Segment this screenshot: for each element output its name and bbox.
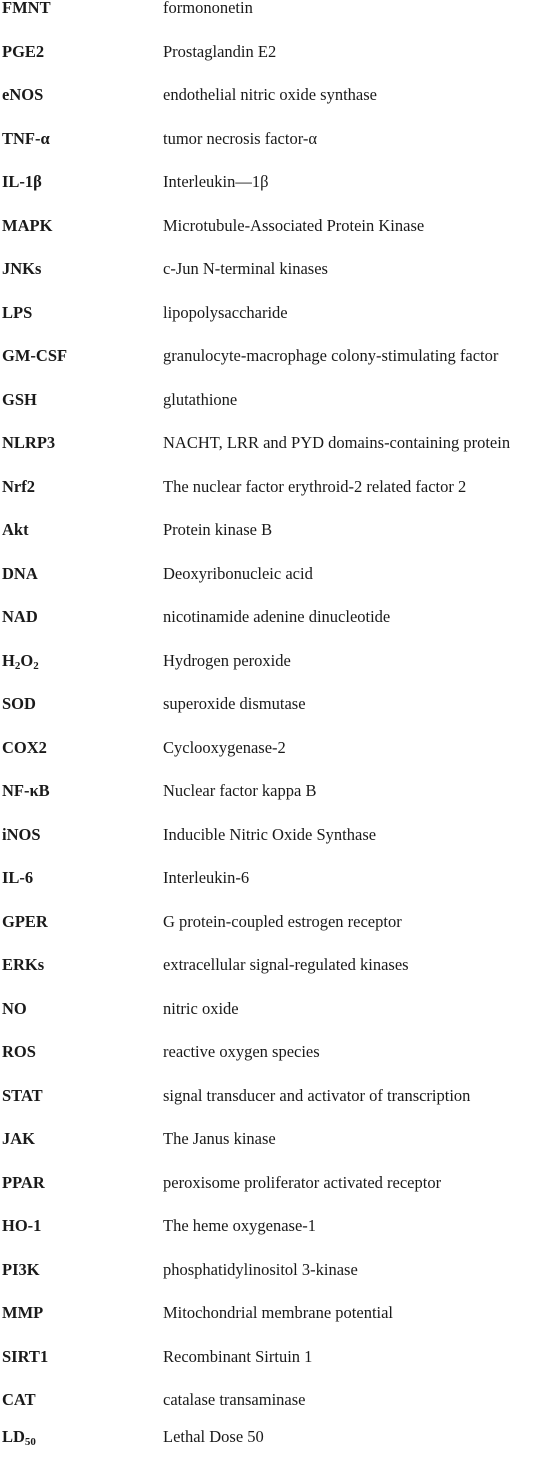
abbreviation-term: IL-6	[2, 868, 34, 887]
abbreviation-row	[0, 0, 558, 42]
abbreviation-row	[0, 781, 558, 825]
abbreviation-definition: superoxide dismutase	[163, 694, 306, 713]
abbreviation-definition: phosphatidylinositol 3-kinase	[163, 1259, 358, 1279]
term-subscript: 50	[24, 1436, 36, 1448]
abbreviation-definition: Cyclooxygenase-2	[163, 737, 286, 757]
term-subscript: 2	[33, 659, 39, 672]
abbreviation-term: MMP	[2, 1303, 44, 1322]
abbreviation-definition: Recombinant Sirtuin 1	[163, 1346, 313, 1366]
abbreviation-term	[2, 1427, 36, 1447]
abbreviation-term: ROS	[2, 1042, 36, 1061]
abbreviation-definition: formononetin	[163, 0, 253, 17]
abbreviation-row	[0, 520, 558, 564]
abbreviation-definition: reactive oxygen species	[163, 1042, 320, 1061]
abbreviation-term: MAPK	[2, 215, 53, 235]
abbreviation-definition: Lethal Dose 50	[163, 1427, 264, 1446]
abbreviation-row	[0, 1129, 558, 1173]
term-part: LD	[2, 1427, 25, 1446]
abbreviation-row	[0, 390, 558, 434]
abbreviation-term: FMNT	[2, 0, 51, 17]
abbreviation-term: JAK	[2, 1129, 35, 1148]
abbreviation-row	[0, 172, 558, 216]
abbreviation-row	[0, 694, 558, 738]
abbreviation-definition: nitric oxide	[163, 998, 239, 1018]
abbreviation-term: CAT	[2, 1390, 36, 1409]
abbreviation-row	[0, 999, 558, 1043]
abbreviation-term: SIRT1	[2, 1346, 49, 1366]
abbreviation-term: eNOS	[2, 85, 44, 104]
abbreviation-term: COX2	[2, 737, 47, 757]
abbreviation-term: Akt	[2, 520, 29, 539]
abbreviation-row	[0, 1216, 558, 1260]
abbreviation-term: PI3K	[2, 1259, 40, 1279]
abbreviation-term: STAT	[2, 1085, 43, 1105]
abbreviation-term: Nrf2	[2, 476, 35, 496]
abbreviation-row	[0, 303, 558, 347]
abbreviation-term: GSH	[2, 389, 37, 409]
abbreviation-row	[0, 651, 558, 695]
abbreviation-term: IL-1β	[2, 172, 42, 191]
abbreviation-definition: Protein kinase B	[163, 520, 273, 539]
abbreviation-term: GM-CSF	[2, 346, 68, 365]
abbreviation-term: LPS	[2, 302, 33, 322]
abbreviation-definition: Microtubule-Associated Protein Kinase	[163, 215, 425, 235]
abbreviation-definition: lipopolysaccharide	[163, 302, 288, 322]
abbreviation-definition: nicotinamide adenine dinucleotide	[163, 607, 391, 626]
abbreviation-row	[0, 607, 558, 651]
abbreviation-row	[0, 129, 558, 173]
abbreviation-row	[0, 1260, 558, 1304]
abbreviation-row	[0, 955, 558, 999]
abbreviation-term: HO-1	[2, 1216, 42, 1235]
abbreviation-row	[0, 912, 558, 956]
abbreviation-term: PPAR	[2, 1172, 45, 1192]
abbreviation-term: NLRP3	[2, 433, 56, 452]
abbreviation-definition: endothelial nitric oxide synthase	[163, 85, 377, 104]
term-part: H	[2, 650, 15, 670]
term-subscript: 2	[14, 659, 21, 672]
abbreviation-term: DNA	[2, 563, 38, 583]
abbreviation-term: PGE2	[2, 41, 45, 61]
abbreviation-term: SOD	[2, 694, 36, 713]
abbreviation-term: iNOS	[2, 824, 41, 844]
abbreviation-row	[0, 433, 558, 477]
abbreviation-definition: NACHT, LRR and PYD domains-containing protein	[163, 433, 511, 452]
abbreviation-row	[0, 346, 558, 390]
abbreviation-definition: G protein-coupled estrogen receptor	[163, 911, 402, 931]
abbreviation-term: NF-κB	[2, 781, 50, 800]
abbreviation-definition: Nuclear factor kappa B	[163, 781, 317, 800]
abbreviation-definition: Interleukin-6	[163, 868, 250, 887]
abbreviation-definition: c-Jun N-terminal kinases	[163, 259, 328, 278]
abbreviation-row	[0, 42, 558, 86]
abbreviation-definition: The Janus kinase	[163, 1129, 276, 1148]
abbreviation-definition: Interleukin—1β	[163, 172, 269, 191]
abbreviation-row	[0, 825, 558, 869]
abbreviation-term: GPER	[2, 911, 48, 931]
abbreviation-term: TNF-α	[2, 128, 50, 148]
abbreviation-row	[0, 477, 558, 521]
abbreviation-definition: Mitochondrial membrane potential	[163, 1303, 394, 1322]
abbreviation-definition: peroxisome proliferator activated receptor	[163, 1172, 442, 1192]
abbreviation-row	[0, 1303, 558, 1347]
abbreviation-definition: Hydrogen peroxide	[163, 650, 291, 670]
abbreviation-definition: signal transducer and activator of transcription	[163, 1085, 471, 1105]
abbreviation-term: NAD	[2, 607, 38, 626]
abbreviation-definition: Prostaglandin E2	[163, 41, 277, 61]
abbreviation-definition: The heme oxygenase-1	[163, 1216, 317, 1235]
abbreviation-row	[0, 1086, 558, 1130]
abbreviation-row	[0, 1042, 558, 1086]
abbreviation-definition: glutathione	[163, 389, 238, 409]
abbreviation-term: JNKs	[2, 259, 42, 278]
abbreviation-row	[0, 1347, 558, 1391]
abbreviation-row	[0, 85, 558, 129]
abbreviation-definition: The nuclear factor erythroid-2 related factor 2	[163, 476, 467, 496]
abbreviation-definition: catalase transaminase	[163, 1390, 306, 1409]
abbreviation-definition: extracellular signal-regulated kinases	[163, 955, 409, 974]
abbreviation-term: NO	[2, 998, 27, 1018]
abbreviation-row	[0, 259, 558, 303]
abbreviation-row	[0, 868, 558, 912]
abbreviation-row	[0, 1173, 558, 1217]
abbreviation-row	[0, 216, 558, 260]
abbreviation-definition: tumor necrosis factor-α	[163, 128, 318, 148]
abbreviation-row	[0, 564, 558, 608]
abbreviation-term: ERKs	[2, 955, 45, 974]
abbreviation-definition: Inducible Nitric Oxide Synthase	[163, 824, 377, 844]
term-part: O	[20, 650, 34, 670]
abbreviation-definition: Deoxyribonucleic acid	[163, 563, 313, 583]
abbreviation-row	[0, 738, 558, 782]
abbreviation-term	[2, 651, 39, 671]
abbreviation-definition: granulocyte-macrophage colony-stimulating factor	[163, 346, 499, 365]
